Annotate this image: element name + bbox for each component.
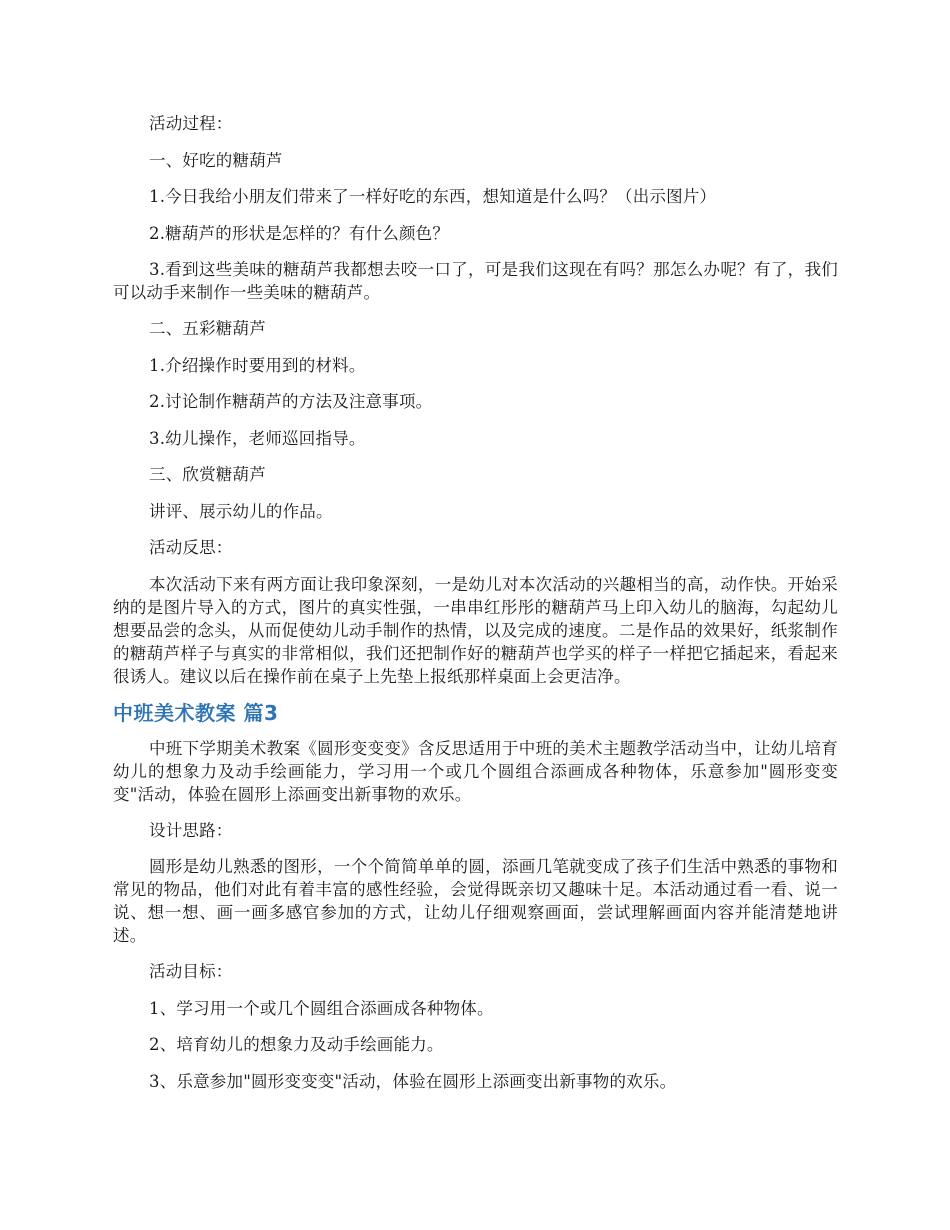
goals-title: 活动目标：	[149, 962, 233, 981]
part2-item2: 2.讨论制作糖葫芦的方法及注意事项。	[149, 392, 433, 411]
design-text: 圆形是幼儿熟悉的图形，一个个简简单单的圆，添画几笔就变成了孩子们生活中熟悉的事物和常见的物品，他们对此有着丰富的感性经验，会觉得既亲切又趣味十足。本活动通过看一看、说一说、想一想、画一画多感官参加的方式，让幼儿仔细观察画面，尝试理解画面内容并能清楚地讲述。	[113, 857, 838, 945]
reflection-text: 本次活动下来有两方面让我印象深刻，一是幼儿对本次活动的兴趣相当的高，动作快。开始采纳的是图片导入的方式，图片的真实性强，一串串红彤彤的糖葫芦马上印入幼儿的脑海，勾起幼儿想要品尝的念头，从而促使幼儿动手制作的热情，以及完成的速度。二是作品的效果好，纸浆制作的糖葫芦样子与真实的非常相似，我们还把制作好的糖葫芦也学买的样子一样把它插起来，看起来很诱人。建议以后在操作前在桌子上先垫上报纸那样桌面上会更洁净。	[113, 574, 838, 686]
part1-item3: 3.看到这些美味的糖葫芦我都想去咬一口了，可是我们这现在有吗？那怎么办呢？有了，我们可以动手来制作一些美味的糖葫芦。	[113, 260, 838, 302]
goal-item-3: 3、乐意参加"圆形变变变"活动，体验在圆形上添画变出新事物的欢乐。	[149, 1071, 677, 1091]
intro-text: 中班下学期美术教案《圆形变变变》含反思适用于中班的美术主题教学活动当中，让幼儿培育幼儿的想象力及动手绘画能力，学习用一个或几个圆组合添画成各种物体，乐意参加"圆形变变变"活动，体验在圆形上添画变出新事物的欢乐。	[113, 738, 838, 804]
part1-title: 一、好吃的糖葫芦	[149, 150, 283, 170]
part2-item3: 3.幼儿操作，老师巡回指导。	[149, 428, 366, 448]
part3-title: 三、欣赏糖葫芦	[149, 465, 266, 484]
part2-item1: 1.介绍操作时要用到的材料。	[149, 355, 366, 375]
goal-item-2: 2、培育幼儿的想象力及动手绘画能力。	[149, 1035, 444, 1054]
section-heading: 中班美术教案 篇3	[113, 700, 279, 725]
part1-item2: 2.糖葫芦的形状是怎样的？有什么颜色？	[149, 223, 450, 243]
process-title: 活动过程：	[149, 114, 233, 133]
part2-title: 二、五彩糖葫芦	[149, 319, 266, 338]
reflection-title: 活动反思：	[149, 538, 233, 557]
design-title: 设计思路：	[149, 820, 233, 840]
part1-item1: 1.今日我给小朋友们带来了一样好吃的东西，想知道是什么吗？（出示图片）	[149, 187, 717, 206]
part3-item1: 讲评、展示幼儿的作品。	[149, 501, 333, 521]
goal-item-1: 1、学习用一个或几个圆组合添画成各种物体。	[149, 998, 494, 1018]
document-page	[113, 112, 838, 1106]
